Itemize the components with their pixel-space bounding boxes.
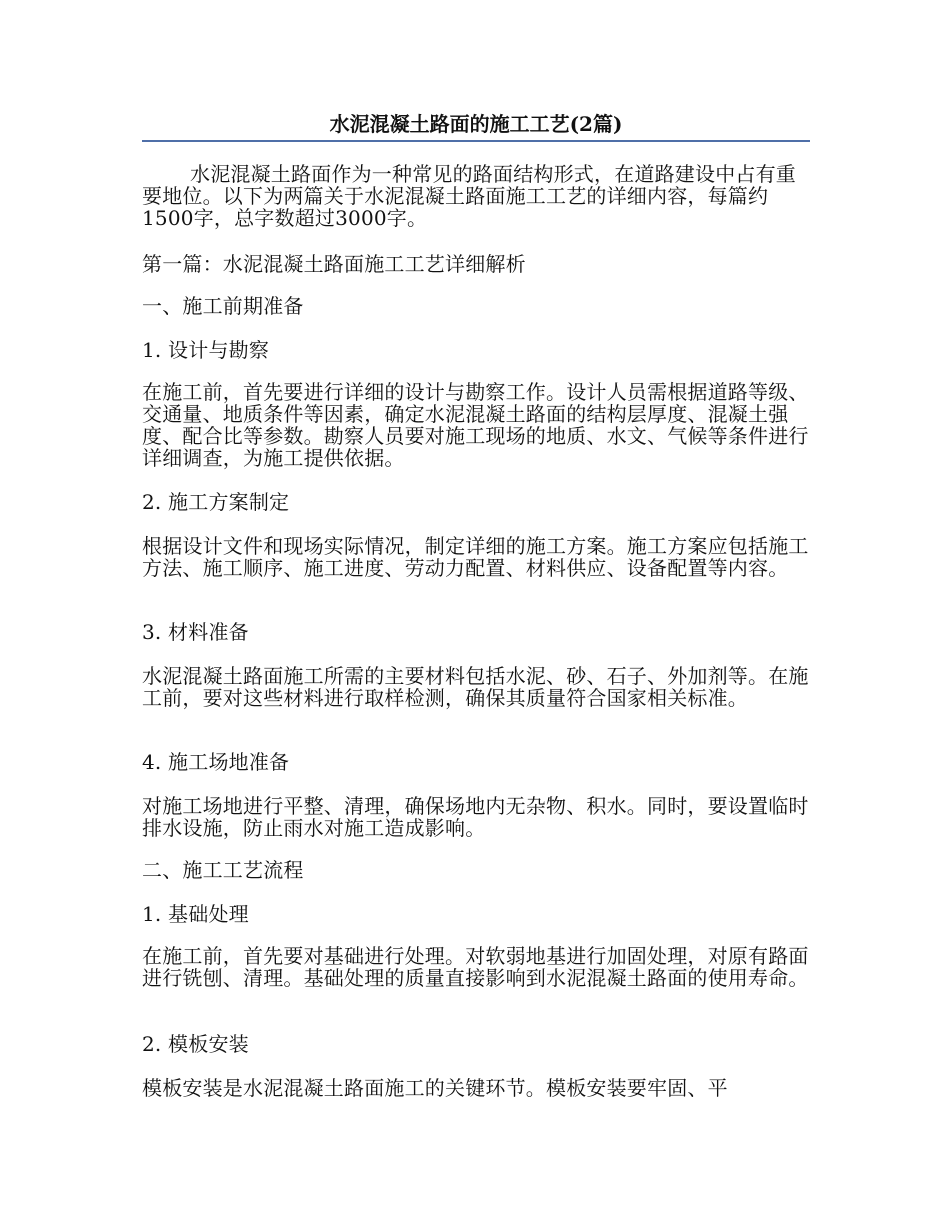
s1-item4-heading: 4. 施工场地准备 (142, 750, 290, 774)
s1-item2-heading: 2. 施工方案制定 (142, 490, 290, 514)
s2-item1-paragraph: 在施工前，首先要对基础进行处理。对软弱地基进行加固处理，对原有路面进行铣刨、清理。基础处理的质量直接影响到水泥混凝土路面的使用寿命。 (142, 944, 809, 990)
s2-item2-heading: 2. 模板安装 (142, 1032, 249, 1056)
s1-item4-paragraph: 对施工场地进行平整、清理，确保场地内无杂物、积水。同时，要设置临时排水设施，防止雨水对施工造成影响。 (142, 794, 809, 840)
section1-heading: 一、施工前期准备 (142, 294, 304, 318)
title-underline (142, 140, 810, 142)
s1-item1-paragraph: 在施工前，首先要进行详细的设计与勘察工作。设计人员需根据道路等级、交通量、地质条件等因素，确定水泥混凝土路面的结构层厚度、混凝土强度、配合比等参数。勘察人员要对施工现场的地质、水文、气候等条件进行详细调查，为施工提供依据。 (142, 380, 809, 470)
s1-item1-heading: 1. 设计与勘察 (142, 338, 270, 362)
intro-paragraph: 水泥混凝土路面作为一种常见的路面结构形式，在道路建设中占有重要地位。以下为两篇关于水泥混凝土路面施工工艺的详细内容，每篇约1500字，总字数超过3000字。 (142, 162, 796, 230)
section2-heading: 二、施工工艺流程 (142, 858, 304, 882)
s2-item2-paragraph: 模板安装是水泥混凝土路面施工的关键环节。模板安装要牢固、平 (142, 1076, 728, 1100)
s1-item3-heading: 3. 材料准备 (142, 620, 249, 644)
s1-item2-paragraph: 根据设计文件和现场实际情况，制定详细的施工方案。施工方案应包括施工方法、施工顺序、施工进度、劳动力配置、材料供应、设备配置等内容。 (142, 534, 809, 580)
s2-item1-heading: 1. 基础处理 (142, 902, 249, 926)
s1-item3-paragraph: 水泥混凝土路面施工所需的主要材料包括水泥、砂、石子、外加剂等。在施工前，要对这些材料进行取样检测，确保其质量符合国家相关标准。 (142, 664, 809, 710)
document-title: 水泥混凝土路面的施工工艺(2篇) (329, 112, 623, 136)
part1-heading: 第一篇：水泥混凝土路面施工工艺详细解析 (142, 252, 526, 276)
